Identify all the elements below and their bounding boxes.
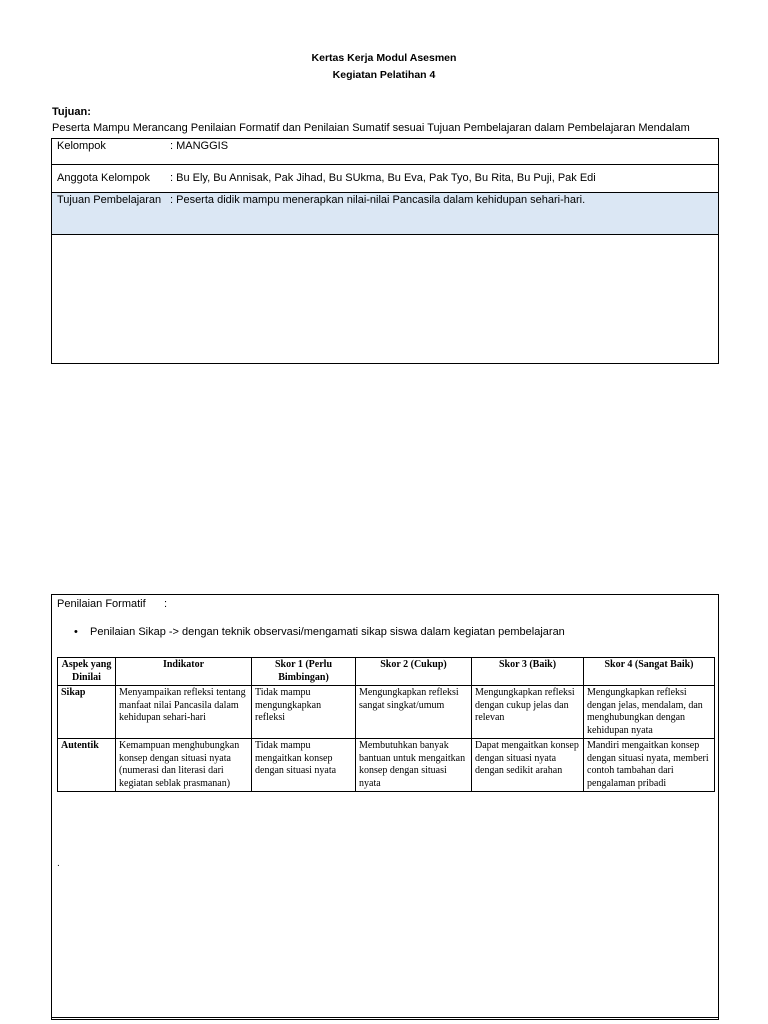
trailing-mark: . [57, 858, 60, 869]
cell-skor1: Tidak mampu mengaitkan konsep dengan situasi nyata [252, 739, 356, 792]
header-skor4: Skor 4 (Sangat Baik) [584, 658, 715, 686]
document-subtitle: Kegiatan Pelatihan 4 [332, 69, 436, 81]
cell-skor3: Dapat mengaitkan konsep dengan situasi nyata dengan sedikit arahan [472, 739, 584, 792]
cell-indikator: Kemampuan menghubungkan konsep dengan situasi nyata (numerasi dan literasi dari kegiatan seblak prasmanan) [116, 739, 252, 792]
header-skor2: Skor 2 (Cukup) [356, 658, 472, 686]
cell-skor1: Tidak mampu mengungkapkan refleksi [252, 686, 356, 739]
tujuan-pembelajaran-label: Tujuan Pembelajaran [57, 194, 162, 206]
anggota-label: Anggota Kelompok [57, 172, 150, 184]
cell-indikator: Menyampaikan refleksi tentang manfaat nilai Pancasila dalam kehidupan sehari-hari [116, 686, 252, 739]
tujuan-text: Peserta Mampu Merancang Penilaian Formatif dan Penilaian Sumatif sesuai Tujuan Pembelajaran dalam Pembelajaran Mendalam [52, 122, 690, 134]
document-title: Kertas Kerja Modul Asesmen [311, 52, 457, 64]
header-indikator: Indikator [116, 658, 252, 686]
cell-skor3: Mengungkapkan refleksi dengan cukup jelas dan relevan [472, 686, 584, 739]
formatif-box [51, 594, 719, 1020]
tujuan-label: Tujuan: [52, 106, 91, 118]
info-box [51, 138, 719, 364]
bullet-text: Penilaian Sikap -> dengan teknik observasi/mengamati sikap siswa dalam kegiatan pembelajaran [90, 626, 565, 638]
kelompok-value: : MANGGIS [170, 140, 229, 152]
rubric-table [57, 657, 715, 792]
bullet-item [74, 626, 565, 638]
bullet-icon: • [74, 626, 78, 638]
cell-skor4: Mengungkapkan refleksi dengan jelas, mendalam, dan menghubungkan dengan kehidupan nyata [584, 686, 715, 739]
table-row [58, 739, 715, 792]
header-aspek: Aspek yang Dinilai [58, 658, 116, 686]
tujuan-pembelajaran-value: : Peserta didik mampu menerapkan nilai-nilai Pancasila dalam kehidupan sehari-hari. [170, 194, 586, 206]
tujuan-pembelajaran-row [52, 192, 718, 235]
divider [51, 1017, 719, 1018]
formatif-label: Penilaian Formatif : [57, 598, 168, 610]
cell-skor4: Mandiri mengaitkan konsep dengan situasi nyata, memberi contoh tambahan dari pengalaman pribadi [584, 739, 715, 792]
header-skor1: Skor 1 (Perlu Bimbingan) [252, 658, 356, 686]
anggota-row [52, 165, 718, 192]
anggota-value: : Bu Ely, Bu Annisak, Pak Jihad, Bu SUkma, Bu Eva, Pak Tyo, Bu Rita, Bu Puji, Pak Edi [170, 172, 596, 184]
cell-skor2: Mengungkapkan refleksi sangat singkat/umum [356, 686, 472, 739]
kelompok-label: Kelompok [57, 140, 106, 152]
kelompok-row [52, 139, 718, 165]
header-skor3: Skor 3 (Baik) [472, 658, 584, 686]
cell-aspek: Sikap [58, 686, 116, 739]
cell-aspek: Autentik [58, 739, 116, 792]
rubric-header-row [58, 658, 715, 686]
table-row [58, 686, 715, 739]
cell-skor2: Membutuhkan banyak bantuan untuk mengaitkan konsep dengan situasi nyata [356, 739, 472, 792]
